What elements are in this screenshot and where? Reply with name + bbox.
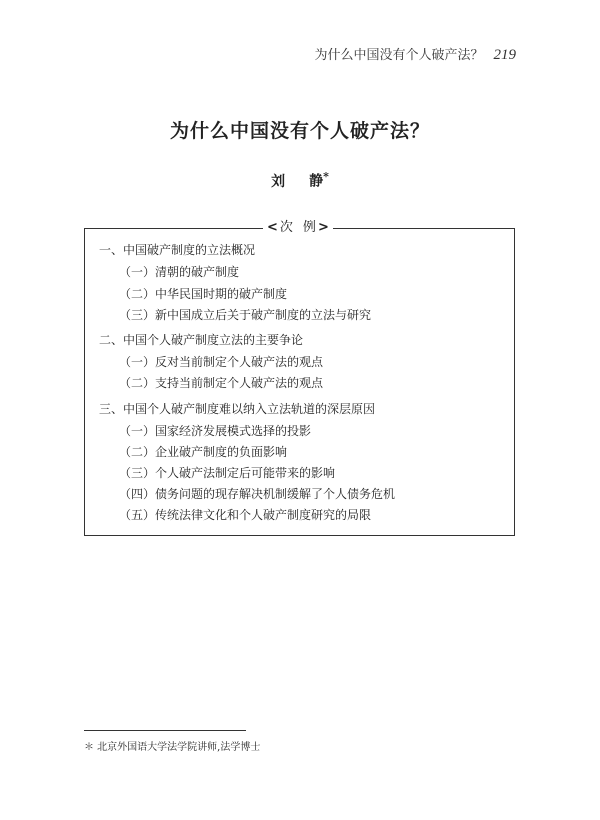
- toc-heading-char-1: 次: [279, 220, 293, 235]
- toc-section-1: 一、中国破产制度的立法概况: [99, 243, 256, 257]
- author-surname: 刘: [271, 173, 286, 190]
- toc-item-3-2: （二）企业破产制度的负面影响: [119, 445, 288, 459]
- footnote-rule: [84, 730, 246, 731]
- article-title: 为什么中国没有个人破产法？: [169, 120, 430, 142]
- toc-heading-char-2: 例: [302, 220, 316, 235]
- author-line: [0, 170, 600, 191]
- toc-item-1-2: （二）中华民国时期的破产制度: [119, 287, 288, 301]
- toc-heading: [263, 218, 333, 238]
- toc-item-2-2: （二）支持当前制定个人破产法的观点: [119, 376, 324, 390]
- toc-heading-right-bracket: >: [317, 220, 329, 235]
- toc-item-1-3: （三）新中国成立后关于破产制度的立法与研究: [119, 308, 372, 322]
- toc-item-3-4: （四）债务问题的现存解决机制缓解了个人债务危机: [119, 487, 396, 501]
- toc-item-2-1: （一）反对当前制定个人破产法的观点: [119, 355, 324, 369]
- author-given-name: 静: [309, 173, 324, 190]
- running-header: [314, 44, 516, 64]
- toc-section-3: 三、中国个人破产制度难以纳入立法轨道的深层原因: [99, 402, 376, 416]
- toc-item-3-5: （五）传统法律文化和个人破产制度研究的局限: [119, 508, 372, 522]
- toc-section-2: 二、中国个人破产制度立法的主要争论: [99, 333, 304, 347]
- author-footnote-mark: *: [323, 170, 329, 183]
- toc-item-3-1: （一）国家经济发展模式选择的投影: [119, 424, 312, 438]
- footnote: ＊ 北京外国语大学法学院讲师,法学博士: [84, 742, 261, 753]
- toc-item-3-3: （三）个人破产法制定后可能带来的影响: [119, 466, 336, 480]
- toc-item-1-1: （一）清朝的破产制度: [119, 265, 240, 279]
- page-number: 219: [493, 47, 516, 63]
- table-of-contents: [84, 220, 515, 536]
- running-title: 为什么中国没有个人破产法？: [314, 48, 484, 63]
- toc-heading-left-bracket: <: [267, 220, 278, 235]
